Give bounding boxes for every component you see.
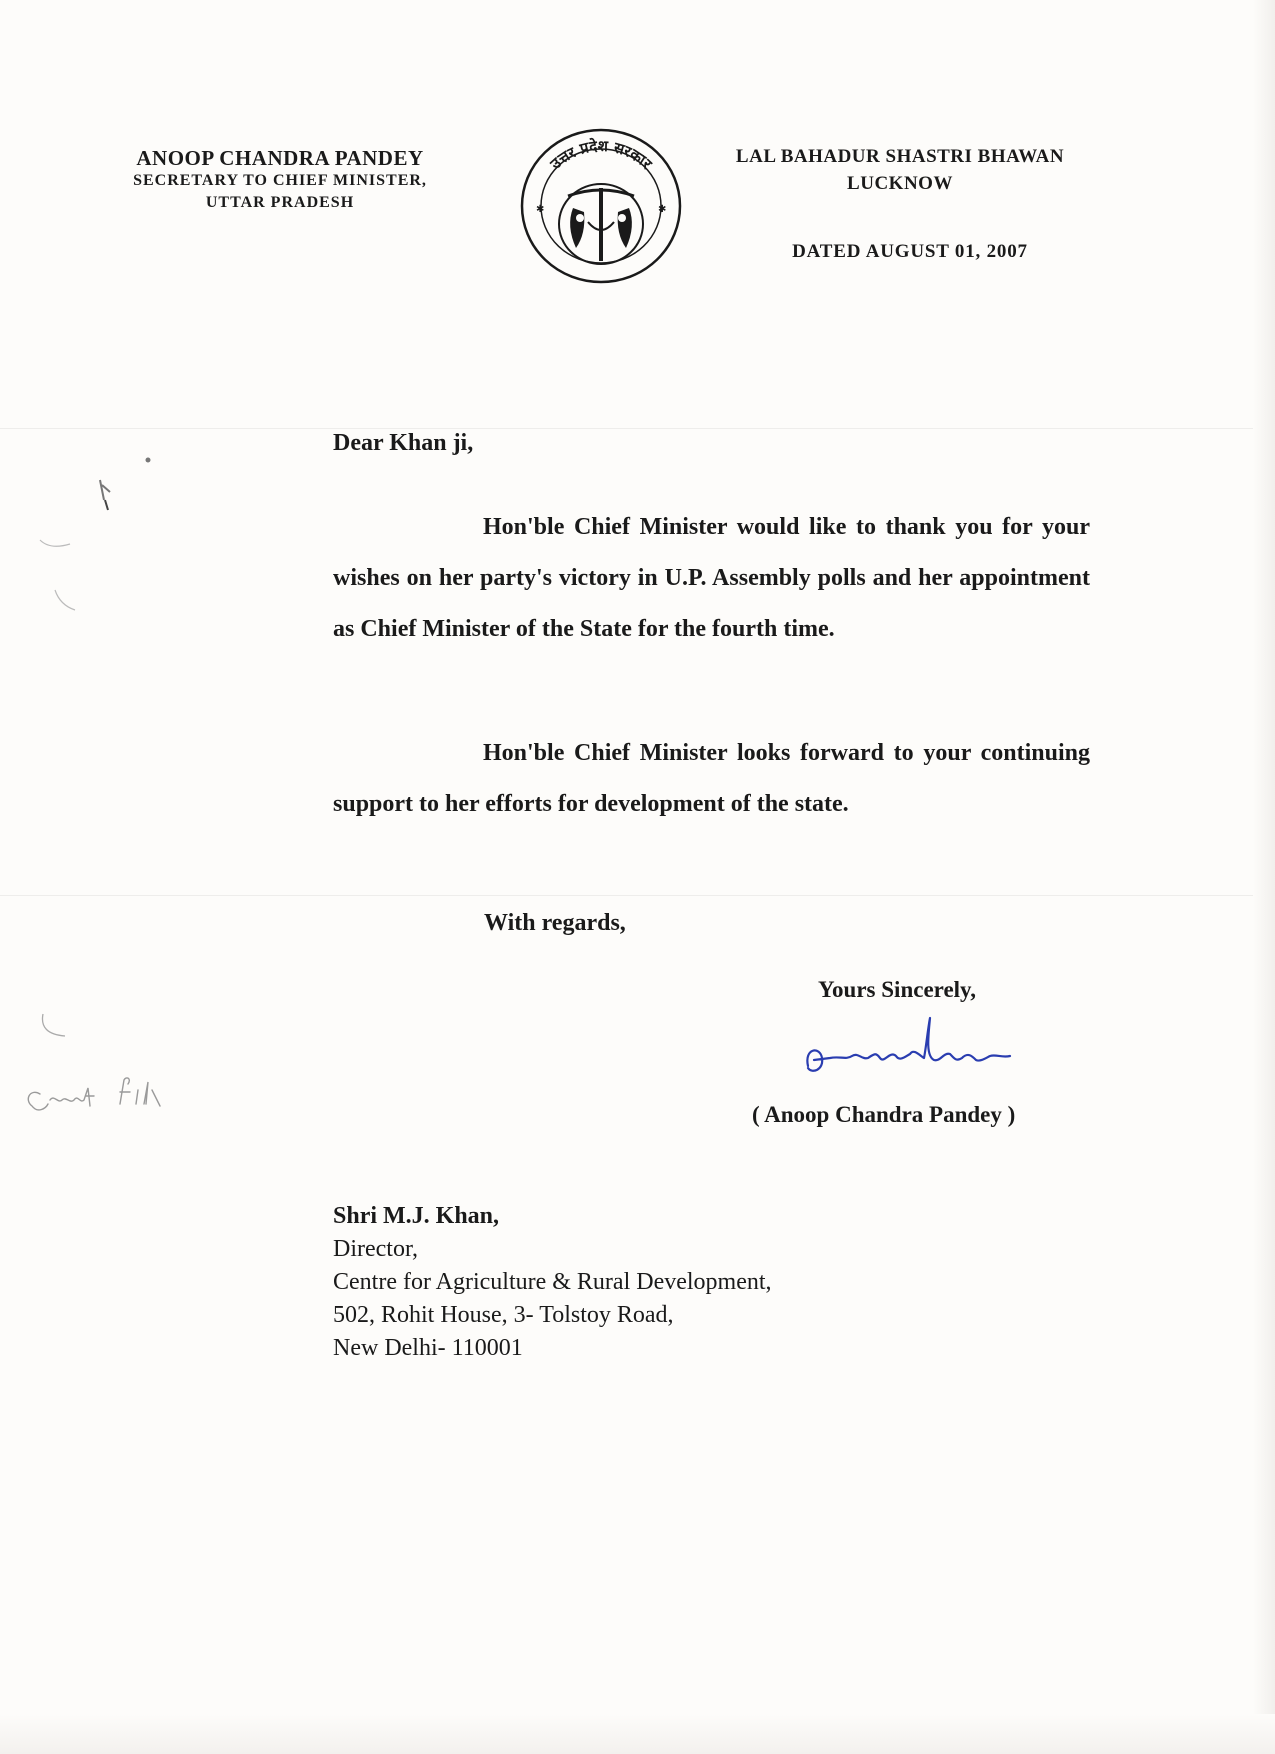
sender-name: ANOOP CHANDRA PANDEY	[136, 146, 424, 170]
margin-pencil-mark	[35, 1008, 85, 1048]
emblem-text: उत्तर प्रदेश सरकार	[546, 136, 656, 173]
paragraph-thanks: Hon'ble Chief Minister would like to thank you for your wishes on her party's victory in U.P. Assembly polls and her appointment as Chief Minister of the State for the fourth time.	[333, 514, 1090, 642]
recipient-organisation: Centre for Agriculture & Rural Development,	[333, 1269, 772, 1295]
paper-fold-line	[0, 895, 1275, 896]
paragraph-support: Hon'ble Chief Minister looks forward to your continuing support to her efforts for development of the state.	[333, 740, 1090, 817]
recipient-city: New Delhi- 110001	[333, 1335, 523, 1361]
recipient-address	[333, 1200, 772, 1365]
svg-text:✱: ✱	[536, 204, 545, 215]
signatory-name: ( Anoop Chandra Pandey )	[752, 1102, 1016, 1127]
sender-state: UTTAR PRADESH	[205, 194, 355, 211]
office-block	[690, 143, 1110, 197]
sender-title: SECRETARY TO CHIEF MINISTER,	[133, 172, 427, 189]
closing-line: Yours Sincerely,	[818, 977, 977, 1002]
margin-handwritten-note	[20, 1070, 180, 1130]
margin-pencil-marks	[30, 440, 160, 640]
paper-fold-line	[0, 428, 1275, 429]
regards-line: With regards,	[484, 910, 626, 936]
letter-date: DATED AUGUST 01, 2007	[792, 241, 1028, 262]
salutation: Dear Khan ji,	[333, 430, 474, 456]
recipient-name: Shri M.J. Khan,	[333, 1203, 500, 1229]
office-line-1: LAL BAHADUR SHASTRI BHAWAN	[735, 146, 1065, 167]
page-edge-shadow	[1253, 0, 1275, 1754]
sender-block	[80, 146, 480, 214]
up-government-emblem	[518, 126, 684, 286]
svg-text:✱: ✱	[658, 204, 667, 215]
handwritten-signature	[800, 1008, 1030, 1088]
recipient-designation: Director,	[333, 1236, 418, 1262]
office-line-2: LUCKNOW	[847, 173, 953, 194]
recipient-street: 502, Rohit House, 3- Tolstoy Road,	[333, 1302, 674, 1328]
page-bottom-shadow	[0, 1714, 1275, 1754]
